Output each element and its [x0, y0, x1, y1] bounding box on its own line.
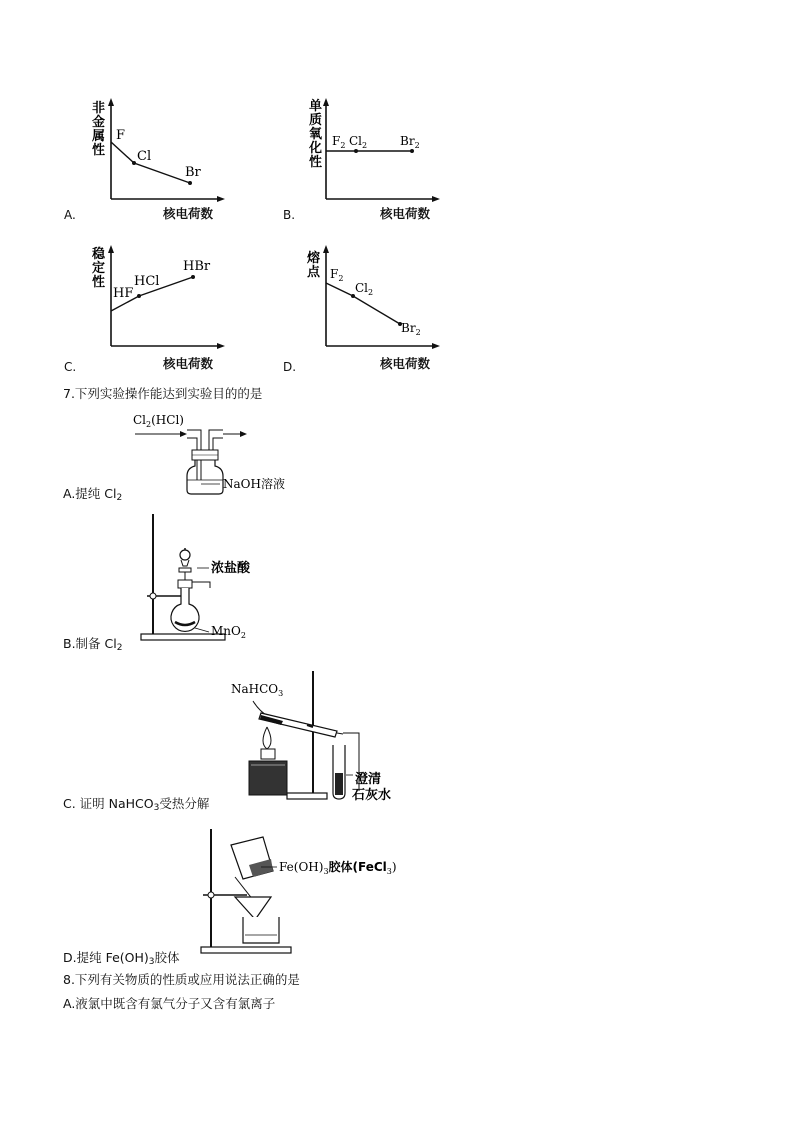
option-a-label: A. [64, 208, 76, 222]
x-label: 核电荷数 [380, 356, 431, 371]
svg-text:F2: $F_2$ [332, 134, 346, 150]
svg-text:NaOH溶液: NaOH溶液 [223, 477, 285, 491]
svg-text:性: 性 [309, 155, 323, 170]
svg-text:F2: $F_2$ [330, 267, 344, 283]
filtration-diagram [195, 825, 405, 955]
nahco3-decomposition-diagram [225, 665, 405, 805]
y-label-char: 金 [92, 115, 106, 130]
option-c-label: C. [64, 360, 77, 374]
svg-text:质: 质 [309, 113, 323, 128]
graph-c [80, 240, 230, 352]
q7-option-c: C. 证明 NaHCO$_3$受热分解 [63, 796, 210, 813]
svg-text:澄清: 澄清 [355, 772, 382, 787]
graph-d [295, 240, 445, 352]
svg-text:NaHCO3: NaHCO$_3$ [231, 682, 284, 698]
q8-stem: 8.下列有关物质的性质或应用说法正确的是 [63, 972, 300, 987]
point-label: F [116, 128, 126, 143]
x-label: 核电荷数 [163, 206, 214, 221]
svg-text:化: 化 [309, 141, 323, 156]
svg-text:单: 单 [309, 99, 323, 114]
svg-text:Fe(OH)3胶体(FeCl3): $Fe(OH)_3$胶体(FeCl$_3$) [279, 860, 397, 876]
x-label: 核电荷数 [163, 356, 214, 371]
svg-text:Br2: $Br_2$ [400, 134, 420, 150]
svg-text:熔: 熔 [307, 251, 321, 266]
q7-stem: 7.下列实验操作能达到实验目的的是 [63, 386, 263, 401]
svg-text:点: 点 [307, 265, 321, 280]
svg-text:Cl2(HCl): $Cl_2(HCl)$ [133, 413, 184, 429]
q7-option-a: A.提纯 $Cl_2$ [63, 486, 123, 503]
svg-text:石灰水: 石灰水 [352, 788, 392, 803]
svg-text:Br2: $Br_2$ [401, 321, 421, 337]
option-d-label: D. [283, 360, 297, 374]
y-label-char: 属 [92, 129, 106, 144]
x-label: 核电荷数 [380, 206, 431, 221]
y-label-char: 非 [92, 101, 106, 116]
svg-text:稳: 稳 [92, 247, 106, 262]
svg-text:氧: 氧 [309, 127, 323, 142]
option-b-label: B. [283, 208, 296, 222]
svg-text:HF: HF [113, 286, 134, 301]
point-label: Cl [137, 149, 152, 164]
svg-text:性: 性 [92, 275, 106, 290]
graph-a [80, 95, 230, 205]
svg-text:Cl2: $Cl_2$ [349, 134, 368, 150]
svg-text:HBr: HBr [183, 259, 211, 274]
svg-text:定: 定 [92, 261, 106, 276]
y-label-char: 性 [92, 143, 106, 158]
q7-option-d: D.提纯 $Fe(OH)_3$胶体 [63, 950, 180, 967]
point-label: Br [185, 165, 201, 180]
graph-b [295, 95, 445, 205]
svg-text:浓盐酸: 浓盐酸 [211, 561, 251, 576]
svg-text:Cl2: $Cl_2$ [355, 281, 374, 297]
chlorine-generator-diagram [135, 510, 275, 645]
q8-option-a: A.液氯中既含有氯气分子又含有氯离子 [63, 996, 276, 1011]
svg-text:HCl: HCl [134, 274, 160, 289]
svg-text:MnO2: MnO$_2$ [211, 624, 246, 640]
q7-option-b: B.制备 $Cl_2$ [63, 636, 123, 653]
gas-washing-bottle-diagram [125, 408, 295, 498]
